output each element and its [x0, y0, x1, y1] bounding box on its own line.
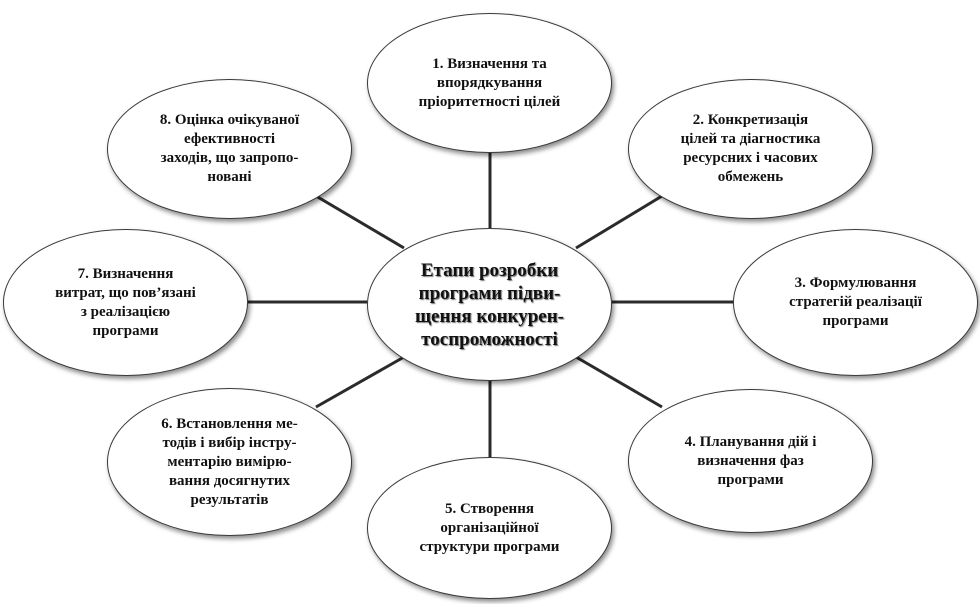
stage-6-label: 6. Встановлення ме- тодів і вибір інстру- ментарію вимірю- вання досягнутих результатів: [161, 415, 298, 508]
stage-8-ellipse: [107, 79, 352, 219]
stage-2-label: 2. Конкретизація цілей та діагностика ресурсних і часових обмежень: [680, 112, 821, 185]
stage-3-ellipse: [733, 229, 978, 376]
connector-stage-2: [576, 196, 662, 248]
center-ellipse: [367, 228, 612, 381]
stage-7-ellipse: [3, 229, 248, 376]
stage-5-label: 5. Створення організаційної структури програми: [419, 500, 560, 555]
stage-5-ellipse: [367, 457, 612, 599]
stage-4-label: 4. Планування дій і визначення фаз програми: [684, 433, 817, 488]
stage-7-label: 7. Визначення витрат, що пов’язані з реалізацією програми: [55, 265, 196, 339]
stage-4-ellipse: [628, 389, 873, 533]
center-title: Етапи розробки програми підви- щення конкурен- тоспроможності: [415, 259, 564, 350]
stage-1-label: 1. Визначення та впорядкування пріоритетності цілей: [418, 55, 561, 110]
stage-2-ellipse: [628, 79, 873, 219]
stage-8-label: 8. Оцінка очікуваної ефективності заходів, що запропо- новані: [159, 112, 300, 185]
stage-1-ellipse: [367, 13, 612, 153]
connector-stage-4: [576, 357, 662, 407]
stage-6-ellipse: [107, 388, 352, 536]
connector-stage-6: [316, 357, 404, 407]
connector-stage-8: [316, 196, 404, 248]
stage-3-label: 3. Формулювання стратегій реалізації програми: [789, 275, 922, 329]
